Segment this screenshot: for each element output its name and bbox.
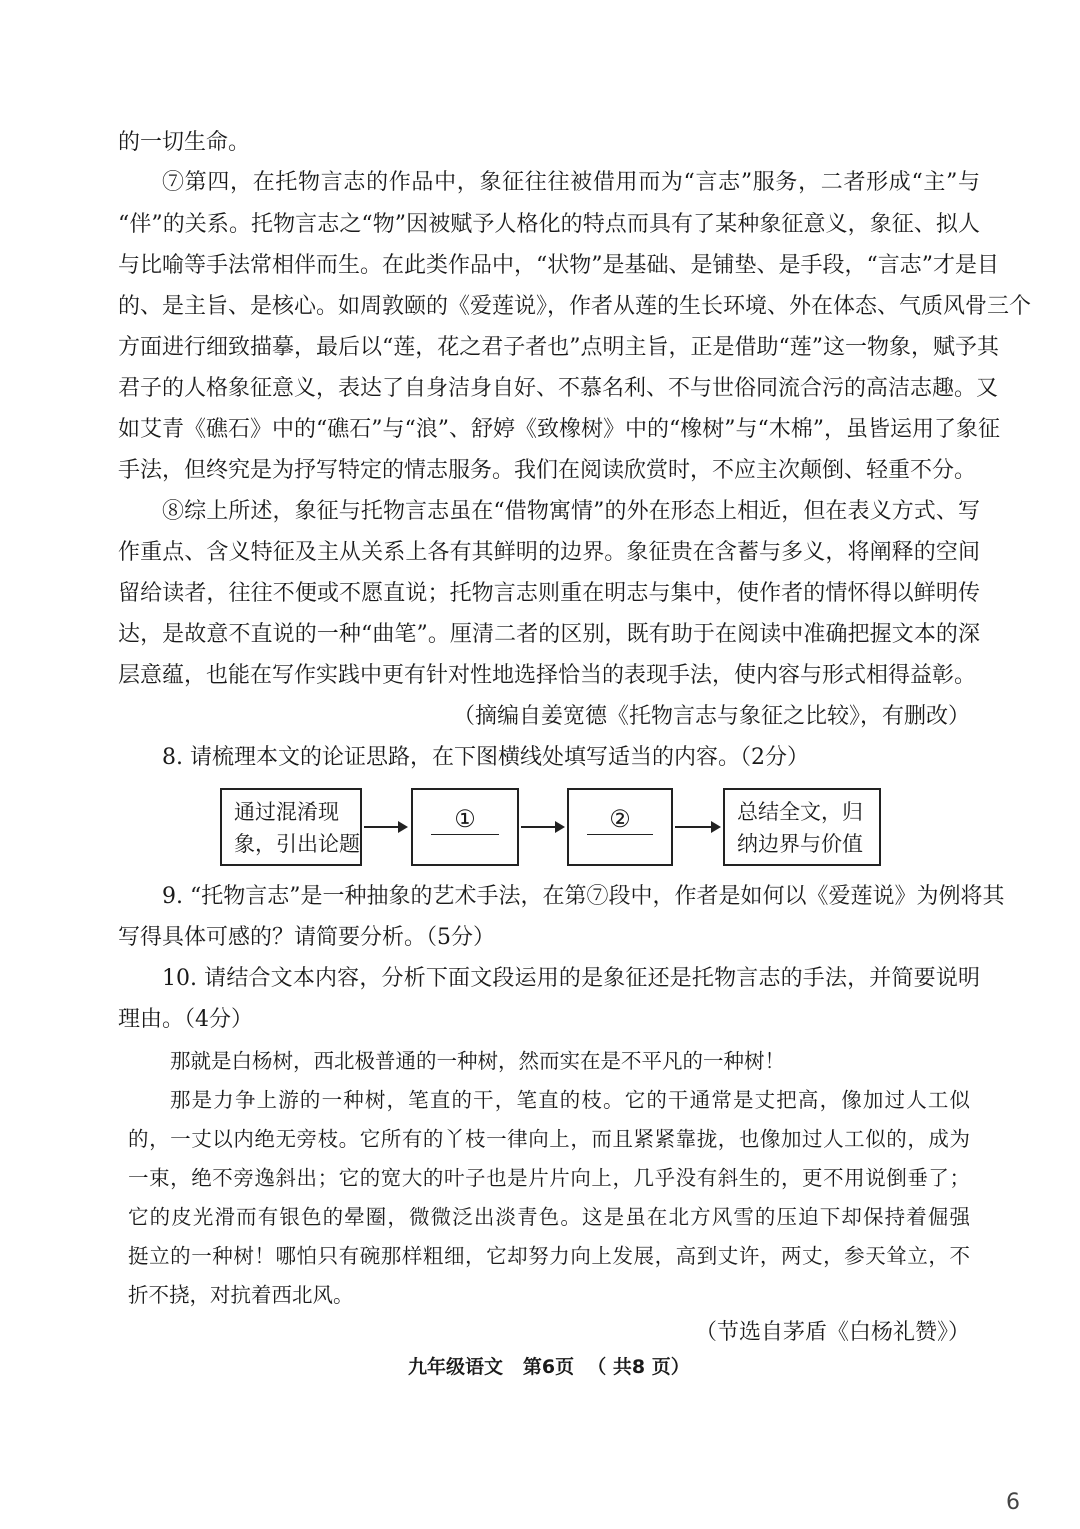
flow-box-conclusion: [723, 788, 881, 866]
question-8: 8. 请梳理本文的论证思路，在下图横线处填写适当的内容。（2分）: [162, 745, 809, 770]
arrow-icon: [364, 826, 406, 828]
blank-1[interactable]: ①: [431, 804, 499, 835]
paragraph-7-line: 如艾青《礁石》中的“礁石”与“浪”、舒婷《致橡树》中的“橡树”与“木棉”，虽皆运用了象征: [118, 417, 1000, 442]
paragraph-8-line: 作重点、含义特征及主从关系上各有其鲜明的边界。象征贵在含蓄与多义，将阐释的空间: [118, 540, 980, 565]
source-citation: （节选自茅盾《白杨礼赞》）: [694, 1320, 970, 1345]
question-9-line: 9. “托物言志”是一种抽象的艺术手法，在第⑦段中，作者是如何以《爱莲说》为例将其: [162, 884, 1005, 909]
quote-line: 那就是白杨树，西北极普通的一种树，然而实在是不平凡的一种树！: [170, 1049, 785, 1073]
quote-line: 的，一丈以内绝无旁枝。它所有的丫枝一律向上，而且紧紧靠拢，也像加过人工似的，成为: [128, 1127, 970, 1151]
question-10-line: 10. 请结合文本内容，分析下面文段运用的是象征还是托物言志的手法，并简要说明: [162, 966, 980, 991]
paragraph-6-tail: 的一切生命。: [118, 130, 251, 155]
paragraph-7-line: “伴”的关系。托物言志之“物”因被赋予人格化的特点而具有了某种象征意义，象征、拟人: [118, 212, 980, 237]
paragraph-7-line: ⑦第四，在托物言志的作品中，象征往往被借用而为“言志”服务，二者形成“主”与: [162, 170, 980, 195]
flow-box-conclusion-line: 总结全文，归: [737, 800, 863, 824]
paragraph-7-line: 与比喻等手法常相伴而生。在此类作品中，“状物”是基础、是铺垫、是手段，“言志”才是目: [118, 253, 999, 278]
flow-box-intro: [220, 788, 362, 866]
paragraph-7-line: 方面进行细致描摹，最后以“莲，花之君子者也”点明主旨，正是借助“莲”这一物象，赋予其: [118, 335, 999, 360]
source-citation: （摘编自姜宽德《托物言志与象征之比较》，有删改）: [452, 704, 970, 729]
paragraph-7-line: 的、是主旨、是核心。如周敦颐的《爱莲说》，作者从莲的生长环境、外在体态、气质风骨三个: [118, 294, 1032, 319]
paragraph-7-line: 手法，但终究是为抒写特定的情志服务。我们在阅读欣赏时，不应主次颠倒、轻重不分。: [118, 458, 977, 483]
flow-box-conclusion-line: 纳边界与价值: [737, 832, 863, 856]
arrow-icon: [521, 826, 563, 828]
quote-line: 一束，绝不旁逸斜出；它的宽大的叶子也是片片向上，几乎没有斜生的，更不用说倒垂了；: [128, 1166, 970, 1190]
flow-box-intro-line: 通过混淆现: [234, 800, 339, 824]
paragraph-8-line: 层意蕴，也能在写作实践中更有针对性地选择恰当的表现手法，使内容与形式相得益彰。: [118, 663, 977, 688]
question-9-line: 写得具体可感的？请简要分析。（5分）: [118, 925, 495, 950]
arrow-icon: [675, 826, 719, 828]
quote-line: 折不挠，对抗着西北风。: [128, 1283, 354, 1307]
flow-box-blank-2: [567, 788, 673, 866]
quote-line: 它的皮光滑而有银色的晕圈，微微泛出淡青色。这是虽在北方风雪的压迫下却保持着倔强: [128, 1205, 970, 1229]
blank-2[interactable]: ②: [587, 804, 653, 835]
flow-box-intro-line: 象，引出论题: [234, 832, 360, 856]
paragraph-8-line: 留给读者，往往不便或不愿直说；托物言志则重在明志与集中，使作者的情怀得以鲜明传: [118, 581, 980, 606]
paragraph-8-line: 达，是故意不直说的一种“曲笔”。厘清二者的区别，既有助于在阅读中准确把握文本的深: [118, 622, 980, 647]
quote-line: 挺立的一种树！哪怕只有碗那样粗细，它却努力向上发展，高到丈许，两丈，参天耸立，不: [128, 1244, 970, 1268]
question-10-line: 理由。（4分）: [118, 1007, 253, 1032]
paragraph-7-line: 君子的人格象征意义，表达了自身洁身自好、不慕名利、不与世俗同流合污的高洁志趣。又: [118, 376, 999, 401]
paragraph-8-line: ⑧综上所述，象征与托物言志虽在“借物寓情”的外在形态上相近，但在表义方式、写: [162, 499, 980, 524]
quote-line: 那是力争上游的一种树，笔直的干，笔直的枝。它的干通常是丈把高，像加过人工似: [170, 1088, 970, 1112]
page-footer: 九年级语文 第6页 （ 共8 页）: [408, 1356, 690, 1378]
flow-box-blank-1: [411, 788, 519, 866]
page-number: 6: [1006, 1490, 1020, 1515]
